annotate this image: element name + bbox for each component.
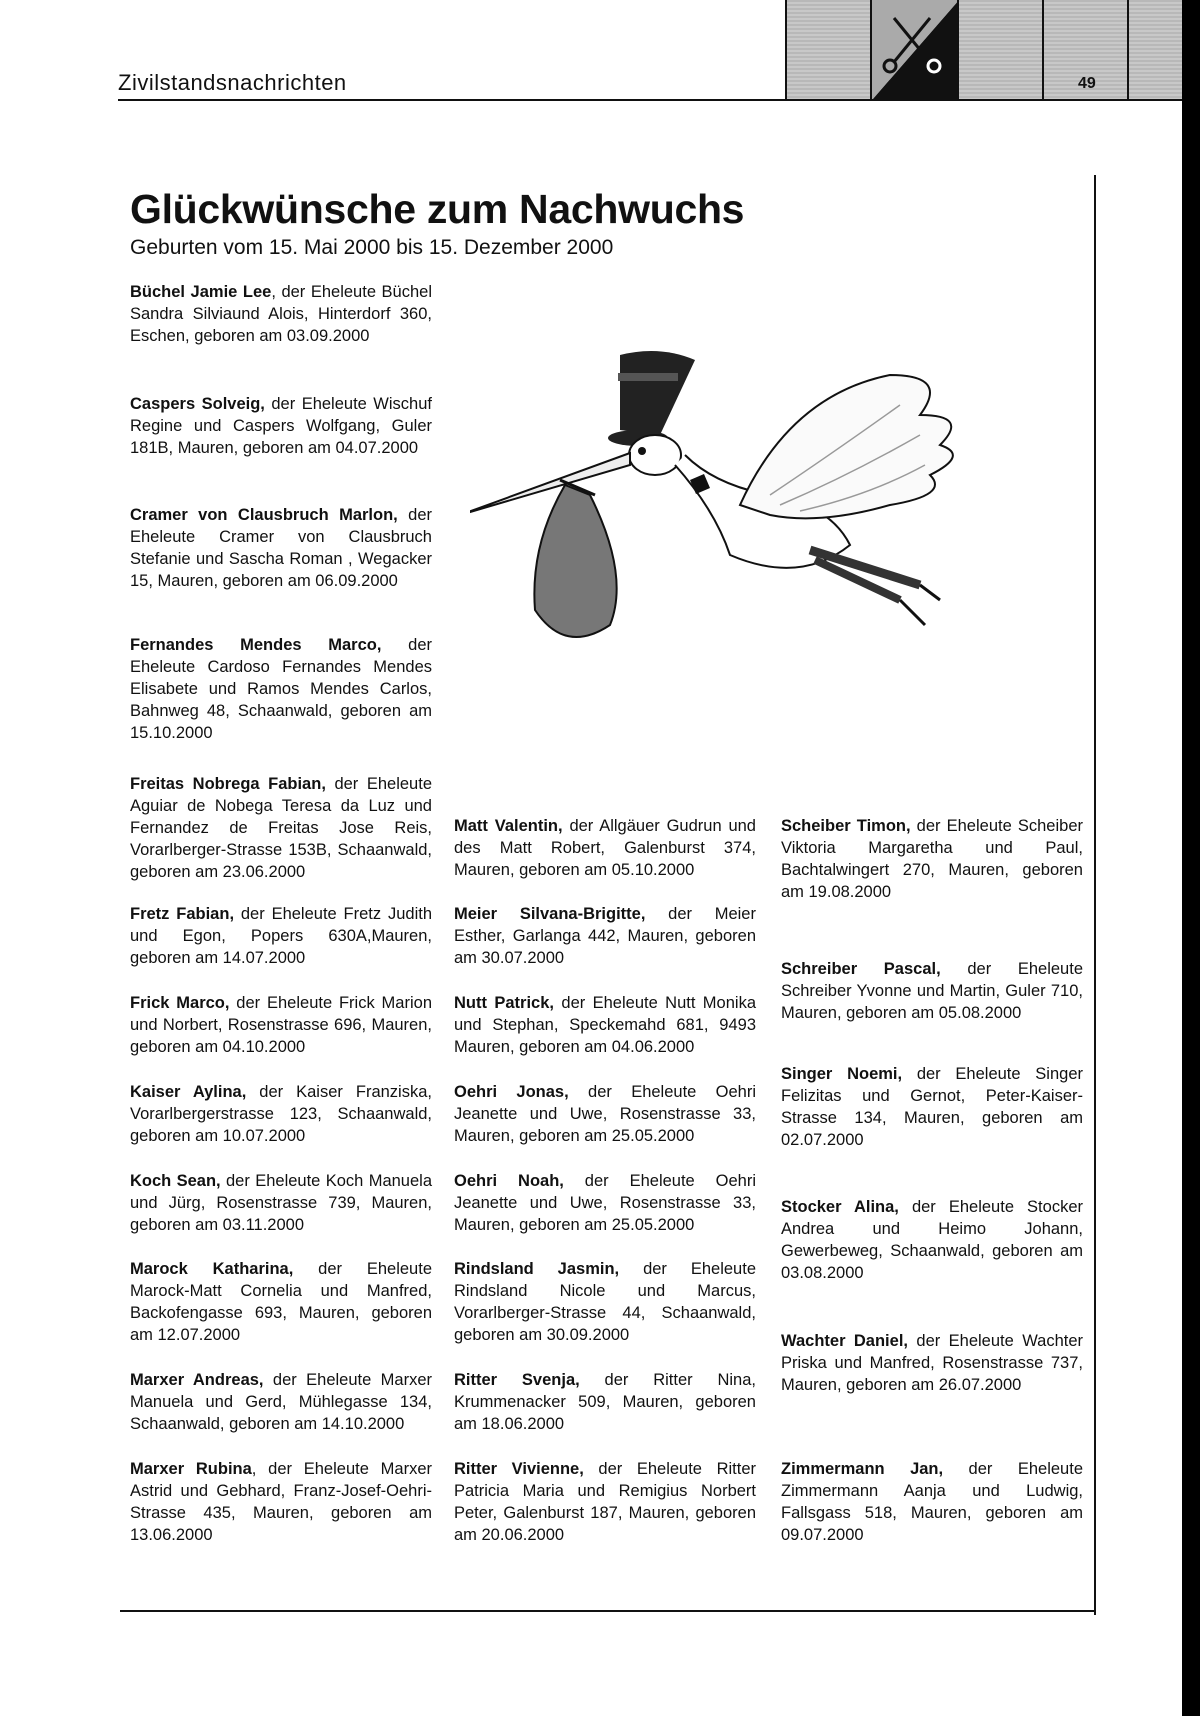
entry-details: , der Eheleute Büchel Sandra Silviaund Alois, Hinterdorf 360, Eschen, geboren am 03.09.2000 <box>130 283 432 345</box>
entry-details: der Eheleute Scheiber Viktoria Margaretha und Paul, Bachtalwingert 270, Mauren, geboren am 19.08.2000 <box>781 817 1083 901</box>
entry-name: Oehri Jonas, <box>454 1083 569 1101</box>
entry-details: der Eheleute Oehri Jeanette und Uwe, Rosenstrasse 33, Mauren, geboren am 25.05.2000 <box>454 1172 757 1234</box>
entry-name: Caspers Solveig, <box>130 395 265 413</box>
birth-entry <box>130 1081 432 1147</box>
entry-details: der Eheleute Oehri Jeanette und Uwe, Rosenstrasse 33, Mauren, geboren am 25.05.2000 <box>454 1083 757 1145</box>
birth-entry <box>454 815 756 881</box>
section-label: Zivilstandsnachrichten <box>118 70 347 95</box>
entry-details: der Eheleute Rindsland Nicole und Marcus, Vorarlberger-Strasse 44, Schaanwald, geboren am 30.09.2000 <box>454 1260 756 1344</box>
birth-entry <box>454 1458 756 1546</box>
entry-name: Zimmermann Jan, <box>781 1460 944 1478</box>
tab-3[interactable] <box>957 0 1044 100</box>
entry-name: Oehri Noah, <box>454 1172 564 1190</box>
entry-details: der Allgäuer Gudrun und des Matt Robert, Galenburst 374, Mauren, geboren am 05.10.2000 <box>454 817 756 879</box>
entry-name: Meier Silvana-Brigitte, <box>454 905 646 923</box>
header-rule <box>118 99 1182 101</box>
entry-details: der Eheleute Ritter Patricia Maria und Remigius Norbert Peter, Galenburst 187, Mauren, geboren am 20.06.2000 <box>454 1460 756 1544</box>
birth-entry <box>781 958 1083 1024</box>
birth-entry <box>130 1170 432 1236</box>
header <box>0 0 1182 100</box>
entry-name: Fretz Fabian, <box>130 905 235 923</box>
birth-entry <box>454 903 756 969</box>
entry-name: Koch Sean, <box>130 1172 221 1190</box>
entry-details: der Eheleute Cardoso Fernandes Mendes Elisabete und Ramos Mendes Carlos, Bahnweg 48, Schaanwald, geboren am 15.10.2000 <box>130 636 432 742</box>
entry-name: Singer Noemi, <box>781 1065 903 1083</box>
entry-details: der Eheleute Marock-Matt Cornelia und Manfred, Backofengasse 693, Mauren, geboren am 12.07.2000 <box>130 1260 432 1344</box>
birth-entry <box>130 1369 432 1435</box>
stork-with-top-hat-icon <box>470 335 1030 695</box>
page-subtitle: Geburten vom 15. Mai 2000 bis 15. Dezember 2000 <box>130 236 614 259</box>
entry-details: der Meier Esther, Garlanga 442, Mauren, geboren am 30.07.2000 <box>454 905 756 967</box>
entry-name: Büchel Jamie Lee <box>130 283 272 301</box>
entry-name: Rindsland Jasmin, <box>454 1260 620 1278</box>
section-tabs <box>785 0 1182 100</box>
entry-details: der Eheleute Marxer Manuela und Gerd, Mühlegasse 134, Schaanwald, geboren am 14.10.2000 <box>130 1371 433 1433</box>
entry-details: der Eheleute Frick Marion und Norbert, Rosenstrasse 696, Mauren, geboren am 04.10.2000 <box>130 994 432 1056</box>
bottom-rule <box>120 1610 1096 1612</box>
entry-details: der Eheleute Wachter Priska und Manfred, Rosenstrasse 737, Mauren, geboren am 26.07.2000 <box>781 1332 1084 1394</box>
entry-name: Wachter Daniel, <box>781 1332 908 1350</box>
birth-entry <box>781 1330 1083 1396</box>
entry-details: der Eheleute Fretz Judith und Egon, Popers 630A,Mauren, geboren am 14.07.2000 <box>130 905 433 967</box>
tab-5[interactable] <box>1127 0 1182 100</box>
birth-entry <box>781 1063 1083 1151</box>
entry-name: Ritter Vivienne, <box>454 1460 584 1478</box>
tab-1[interactable] <box>785 0 872 100</box>
birth-entry <box>781 1196 1083 1284</box>
birth-entry <box>781 815 1083 903</box>
entry-details: der Eheleute Zimmermann Aanja und Ludwig, Fallsgass 518, Mauren, geboren am 09.07.2000 <box>781 1460 1083 1544</box>
entry-name: Stocker Alina, <box>781 1198 899 1216</box>
birth-entry <box>781 1458 1083 1546</box>
birth-entry <box>130 504 432 592</box>
entry-name: Marock Katharina, <box>130 1260 294 1278</box>
birth-entry <box>454 1081 756 1147</box>
entry-details: der Eheleute Stocker Andrea und Heimo Johann, Gewerbeweg, Schaanwald, geboren am 03.08.2000 <box>781 1198 1083 1282</box>
scissors-key-icon <box>872 0 959 100</box>
entry-name: Fernandes Mendes Marco, <box>130 636 382 654</box>
birth-entry <box>130 393 432 459</box>
birth-entry <box>130 1458 432 1546</box>
entry-details: der Eheleute Cramer von Clausbruch Stefanie und Sascha Roman , Wegacker 15, Mauren, geboren am 06.09.2000 <box>130 506 432 590</box>
birth-entry <box>130 773 432 883</box>
entry-details: der Eheleute Nutt Monika und Stephan, Speckemahd 681, 9493 Mauren, geboren am 04.06.2000 <box>454 994 756 1056</box>
entry-name: Schreiber Pascal, <box>781 960 941 978</box>
birth-entry <box>454 992 756 1058</box>
entry-name: Frick Marco, <box>130 994 230 1012</box>
birth-entry <box>130 281 432 347</box>
entry-name: Freitas Nobrega Fabian, <box>130 775 326 793</box>
birth-entry <box>454 1258 756 1346</box>
entry-name: Matt Valentin, <box>454 817 563 835</box>
entry-name: Cramer von Clausbruch Marlon, <box>130 506 398 524</box>
entry-details: der Kaiser Franziska, Vorarlbergerstrasse 123, Schaanwald, geboren am 10.07.2000 <box>130 1083 432 1145</box>
right-rule <box>1094 175 1096 1615</box>
entry-name: Marxer Andreas, <box>130 1371 264 1389</box>
birth-entry <box>130 634 432 744</box>
entry-name: Marxer Rubina <box>130 1460 252 1478</box>
birth-entry <box>130 903 432 969</box>
entry-details: der Eheleute Wischuf Regine und Caspers Wolfgang, Guler 181B, Mauren, geboren am 04.07.2000 <box>130 395 432 457</box>
entry-details: der Eheleute Aguiar de Nobega Teresa da Luz und Fernandez de Freitas Jose Reis, Vorarlberger-Strasse 153B, Schaanwald, geboren am 23.06.2000 <box>130 775 432 881</box>
entry-details: der Ritter Nina, Krummenacker 509, Mauren, geboren am 18.06.2000 <box>454 1371 756 1433</box>
page-title: Glückwünsche zum Nachwuchs <box>130 186 745 232</box>
entry-details: , der Eheleute Marxer Astrid und Gebhard, Franz-Josef-Oehri-Strasse 435, Mauren, geboren am 13.06.2000 <box>130 1460 432 1544</box>
page-number: 49 <box>1078 75 1096 92</box>
entry-details: der Eheleute Koch Manuela und Jürg, Rosenstrasse 739, Mauren, geboren am 03.11.2000 <box>130 1172 432 1234</box>
entry-details: der Eheleute Schreiber Yvonne und Martin, Guler 710, Mauren, geboren am 05.08.2000 <box>781 960 1083 1022</box>
entry-name: Kaiser Aylina, <box>130 1083 247 1101</box>
tab-active[interactable] <box>870 0 959 100</box>
birth-entry <box>130 992 432 1058</box>
entry-name: Scheiber Timon, <box>781 817 911 835</box>
birth-entry <box>454 1170 756 1236</box>
birth-entry <box>130 1258 432 1346</box>
entry-name: Ritter Svenja, <box>454 1371 580 1389</box>
entry-name: Nutt Patrick, <box>454 994 554 1012</box>
entry-details: der Eheleute Singer Felizitas und Gernot, Peter-Kaiser-Strasse 134, Mauren, geboren am 02.07.2000 <box>781 1065 1083 1149</box>
birth-entry <box>454 1369 756 1435</box>
